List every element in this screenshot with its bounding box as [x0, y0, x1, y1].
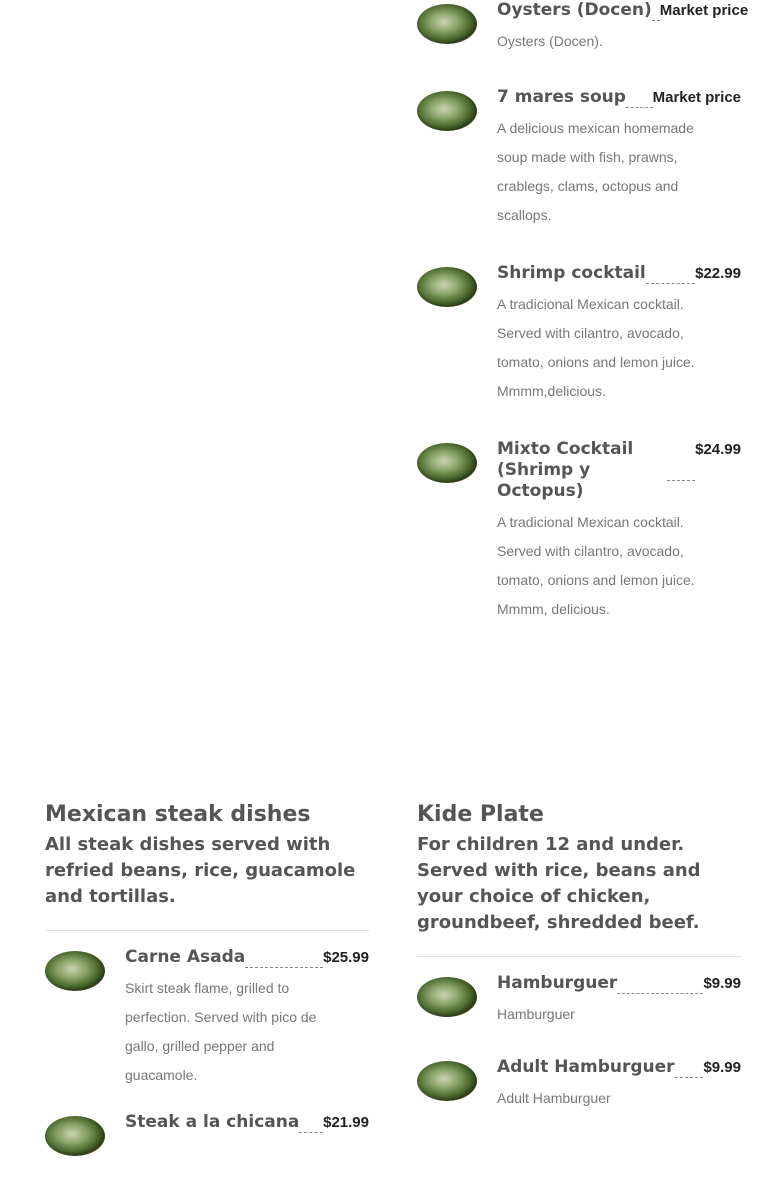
- kids-section: [417, 800, 741, 1146]
- menu-item[interactable]: [45, 1112, 369, 1156]
- menu-item[interactable]: [45, 947, 369, 1090]
- menu-item[interactable]: [417, 263, 741, 406]
- item-price: $9.99: [703, 975, 741, 992]
- leader-dots: [626, 87, 653, 108]
- menu-item[interactable]: [417, 973, 741, 1029]
- dish-image: [417, 1061, 477, 1101]
- section-subtitle: All steak dishes served with refried beans, rice, guacamole and tortillas.: [45, 834, 356, 907]
- dish-image: [417, 267, 477, 307]
- leader-dots: [667, 439, 695, 481]
- dish-image: [417, 91, 477, 131]
- section-title: Kide Plate: [417, 802, 544, 827]
- item-price: $21.99: [323, 1114, 369, 1131]
- item-price: $24.99: [695, 441, 741, 458]
- item-name: 7 mares soup: [497, 87, 626, 107]
- item-description: A tradicional Mexican cocktail. Served with cilantro, avocado, tomato, onions and lemon juice. Mmmm,delicious.: [497, 296, 695, 399]
- divider: [45, 930, 369, 931]
- dish-image: [45, 1116, 105, 1156]
- item-price: $25.99: [323, 949, 369, 966]
- leader-dots: [646, 263, 695, 284]
- item-description: A delicious mexican homemade soup made with fish, prawns, crablegs, clams, octopus and scallops.: [497, 120, 694, 223]
- item-price: Market price: [652, 89, 741, 106]
- item-price: Market price: [659, 2, 749, 19]
- item-description: Oysters (Docen).: [497, 33, 603, 49]
- item-price: $9.99: [703, 1059, 741, 1076]
- item-description: Skirt steak flame, grilled to perfection. Served with pico de gallo, grilled pepper and guacamole.: [125, 980, 317, 1083]
- item-name: Mixto Cocktail (Shrimp y Octopus): [497, 439, 634, 501]
- menu-item[interactable]: [417, 1057, 741, 1113]
- item-description: Adult Hamburguer: [497, 1090, 611, 1106]
- leader-dots: [652, 0, 660, 21]
- section-title: Mexican steak dishes: [45, 802, 311, 827]
- divider: [417, 956, 741, 957]
- menu-item[interactable]: [417, 439, 741, 624]
- item-description: A tradicional Mexican cocktail. Served with cilantro, avocado, tomato, onions and lemon juice. Mmmm, delicious.: [497, 514, 695, 617]
- steak-section: [45, 800, 369, 1189]
- item-name: Carne Asada: [125, 947, 246, 967]
- item-name: Steak a la chicana: [125, 1112, 300, 1132]
- item-name: Hamburguer: [497, 973, 618, 993]
- seafood-list: [417, 0, 749, 657]
- leader-dots: [675, 1057, 704, 1078]
- menu-item[interactable]: [417, 0, 749, 56]
- dish-image: [417, 4, 477, 44]
- item-name: Shrimp cocktail: [497, 263, 646, 283]
- item-name: Adult Hamburguer: [497, 1057, 675, 1077]
- dish-image: [417, 443, 477, 483]
- menu-item[interactable]: [417, 87, 741, 230]
- item-price: $22.99: [695, 265, 741, 282]
- leader-dots: [245, 947, 323, 968]
- leader-dots: [617, 973, 703, 994]
- dish-image: [45, 951, 105, 991]
- item-description: Hamburguer: [497, 1006, 575, 1022]
- leader-dots: [299, 1112, 323, 1133]
- section-subtitle: For children 12 and under. Served with rice, beans and your choice of chicken, groundbeef, shredded beef.: [417, 834, 701, 933]
- dish-image: [417, 977, 477, 1017]
- item-name: Oysters (Docen): [497, 0, 652, 20]
